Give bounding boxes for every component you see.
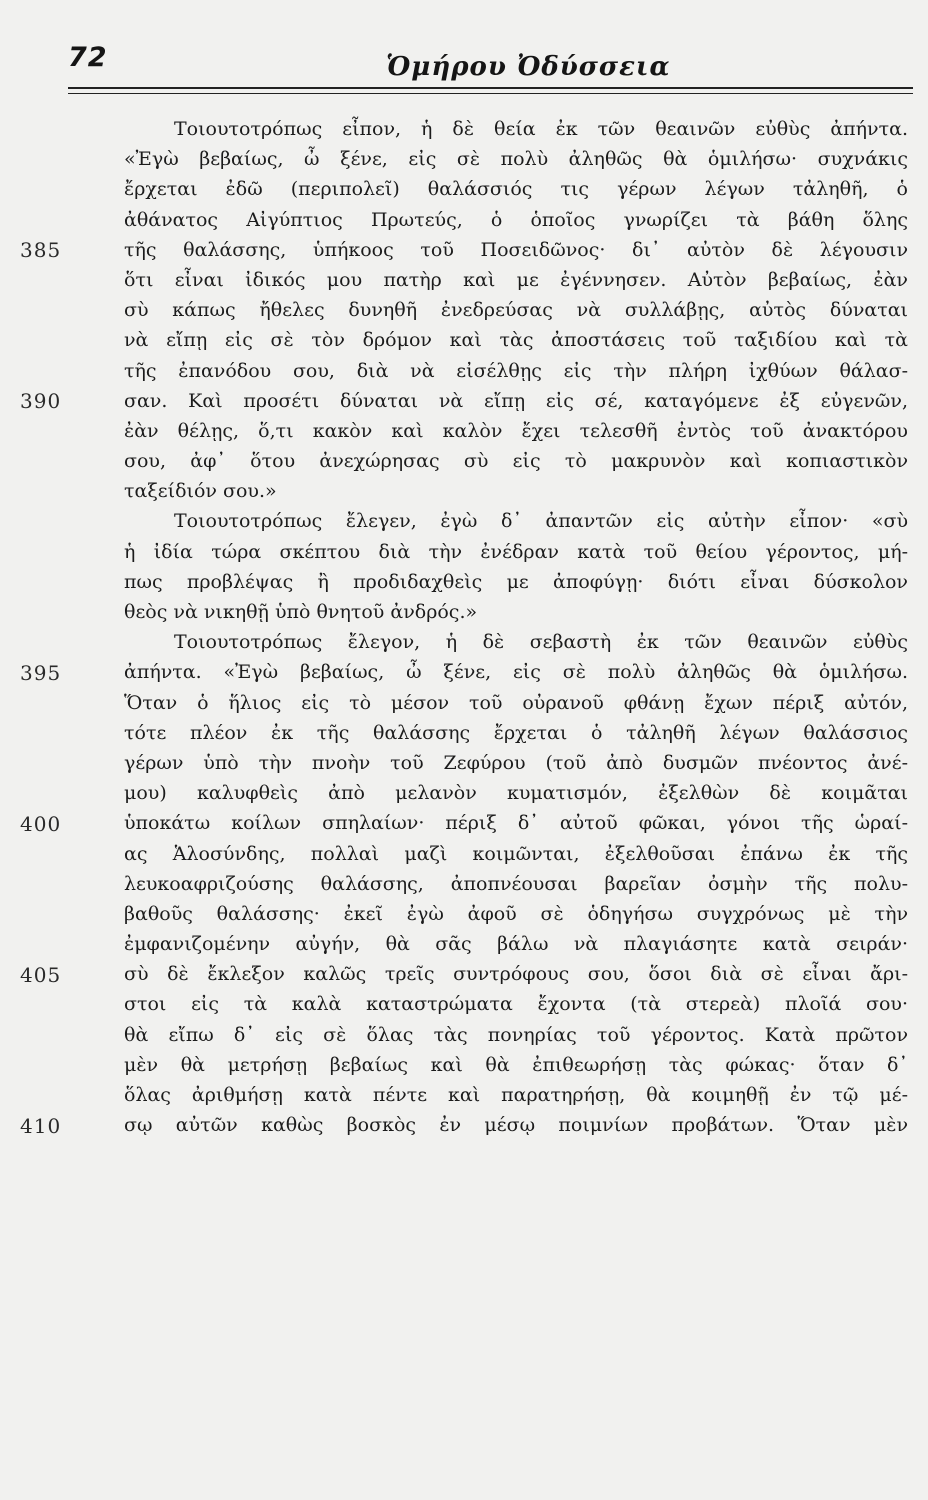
text-line: θὰ εἴπω δ᾽ εἰς σὲ ὅλας τὰς πονηρίας τοῦ γέροντος. Κατὰ πρῶτον <box>124 1023 908 1046</box>
text-line: λευκοαφριζούσης θαλάσσης, ἀποπνέουσαι βαρεῖαν ὀσμὴν τῆς πολυ- <box>124 872 908 895</box>
text-line: ἐὰν θέλῃς, ὅ,τι κακὸν καὶ καλὸν ἔχει τελεσθῆ ἐντὸς τοῦ ἀνακτόρου <box>124 419 908 442</box>
text-line: ἐμφανιζομένην αὐγήν, θὰ σᾶς βάλω νὰ πλαγιάσητε κατὰ σειράν· <box>124 933 908 956</box>
text-line: ταξείδιόν σου.» <box>124 480 277 503</box>
text-line: στοι εἰς τὰ καλὰ καταστρώματα ἔχοντα (τὰ στερεὰ) πλοῖά σου· <box>124 993 908 1016</box>
text-line: νὰ εἴπῃ εἰς σὲ τὸν δρόμον καὶ τὰς ἀποστάσεις τοῦ ταξιδίου καὶ τὰ <box>124 329 908 352</box>
body-text <box>124 114 908 1140</box>
text-line: σαν. Καὶ προσέτι δύναται νὰ εἴπῃ εἰς σέ, καταγόμενε ἐξ εὐγενῶν, <box>124 389 908 412</box>
text-line: σῳ αὐτῶν καθὼς βοσκὸς ἐν μέσῳ ποιμνίων προβάτων. Ὅταν μὲν <box>124 1114 908 1137</box>
text-line: θεὸς νὰ νικηθῇ ὑπὸ θνητοῦ ἀνδρός.» <box>124 601 478 623</box>
page-header <box>68 40 913 98</box>
running-title: Ὁμήρου Ὀδύσσεια <box>386 52 671 82</box>
text-line: Ὅταν ὁ ἥλιος εἰς τὸ μέσον τοῦ οὐρανοῦ φθάνῃ ἔχων πέριξ αὐτόν, <box>124 691 908 714</box>
text-line: ὑποκάτω κοίλων σπηλαίων· πέριξ δ᾽ αὐτοῦ φῶκαι, γόνοι τῆς ὡραί- <box>124 812 908 835</box>
verse-line-number: 405 <box>20 962 62 987</box>
text-line: ἀπήντα. «Ἐγὼ βεβαίως, ὦ ξένε, εἰς σὲ πολὺ ἀληθῶς θὰ ὁμιλήσω. <box>124 661 908 684</box>
verse-line-number: 385 <box>20 237 62 262</box>
text-line: μὲν θὰ μετρήσῃ βεβαίως καὶ θὰ ἐπιθεωρήσῃ τὰς φώκας· ὅταν δ᾽ <box>124 1053 908 1076</box>
text-line: πως προβλέψας ἢ προδιδαχθεὶς με ἀποφύγῃ· διότι εἶναι δύσκολον <box>124 570 908 593</box>
text-line: σὺ κάπως ἤθελες δυνηθῆ ἐνεδρεύσας νὰ συλλάβῃς, αὐτὸς δύναται <box>124 299 908 322</box>
text-line: Τοιουτοτρόπως εἶπον, ἡ δὲ θεία ἐκ τῶν θεαινῶν εὐθὺς ἀπήντα. <box>174 118 908 140</box>
text-line: ἀθάνατος Αἰγύπτιος Πρωτεύς, ὁ ὁποῖος γνωρίζει τὰ βάθη ὅλης <box>124 208 908 231</box>
text-line: «Ἐγὼ βεβαίως, ὦ ξένε, εἰς σὲ πολὺ ἀληθῶς θὰ ὁμιλήσω· συχνάκις <box>124 148 908 171</box>
text-line: ἡ ἰδία τώρα σκέπτου διὰ τὴν ἐνέδραν κατὰ τοῦ θείου γέροντος, μή- <box>124 540 908 563</box>
text-line: ας Ἁλοσύνδης, πολλαὶ μαζὶ κοιμῶνται, ἐξελθοῦσαι ἐπάνω ἐκ τῆς <box>124 842 908 865</box>
text-line: βαθοῦς θαλάσσης· ἐκεῖ ἐγὼ ἀφοῦ σὲ ὁδηγήσω συγχρόνως μὲ τὴν <box>124 902 908 925</box>
verse-line-number: 410 <box>20 1113 62 1138</box>
text-line: Τοιουτοτρόπως ἔλεγεν, ἐγὼ δ᾽ ἀπαντῶν εἰς αὐτὴν εἶπον· «σὺ <box>174 510 908 533</box>
page-number: 72 <box>68 42 108 73</box>
header-rule-thin <box>68 93 913 94</box>
text-line: τῆς θαλάσσης, ὑπήκοος τοῦ Ποσειδῶνος· δι᾽ αὐτὸν δὲ λέγουσιν <box>124 238 908 261</box>
text-line: Τοιουτοτρόπως ἔλεγον, ἡ δὲ σεβαστὴ ἐκ τῶν θεαινῶν εὐθὺς <box>174 631 908 654</box>
text-line: μου) καλυφθεὶς ἀπὸ μελανὸν κυματισμόν, ἐξελθὼν δὲ κοιμᾶται <box>124 782 908 805</box>
text-line: ὅλας ἀριθμήσῃ κατὰ πέντε καὶ παρατηρήσῃ, θὰ κοιμηθῇ ἐν τῷ μέ- <box>124 1084 908 1106</box>
text-line: τῆς ἐπανόδου σου, διὰ νὰ εἰσέλθῃς εἰς τὴν πλήρη ἰχθύων θάλασ- <box>124 359 908 382</box>
text-line: σὺ δὲ ἔκλεξον καλῶς τρεῖς συντρόφους σου, ὅσοι διὰ σὲ εἶναι ἄρι- <box>124 963 908 986</box>
text-line: τότε πλέον ἐκ τῆς θαλάσσης ἔρχεται ὁ τἀληθῆ λέγων θαλάσσιος <box>124 721 908 744</box>
text-line: ἔρχεται ἐδῶ (περιπολεῖ) θαλάσσιός τις γέρων λέγων τἀληθῆ, ὁ <box>124 178 908 201</box>
text-line: γέρων ὑπὸ τὴν πνοὴν τοῦ Ζεφύρου (τοῦ ἀπὸ δυσμῶν πνέοντος ἀνέ- <box>124 751 908 774</box>
text-line: ὅτι εἶναι ἰδικός μου πατὴρ καὶ με ἐγέννησεν. Αὐτὸν βεβαίως, ἐὰν <box>124 268 908 291</box>
header-rule <box>68 87 913 89</box>
verse-line-number: 400 <box>20 811 62 836</box>
verse-line-number: 390 <box>20 388 62 413</box>
verse-line-number: 395 <box>20 660 62 685</box>
text-line: σου, ἀφ᾽ ὅτου ἀνεχώρησας σὺ εἰς τὸ μακρυνὸν καὶ κοπιαστικὸν <box>124 450 908 473</box>
